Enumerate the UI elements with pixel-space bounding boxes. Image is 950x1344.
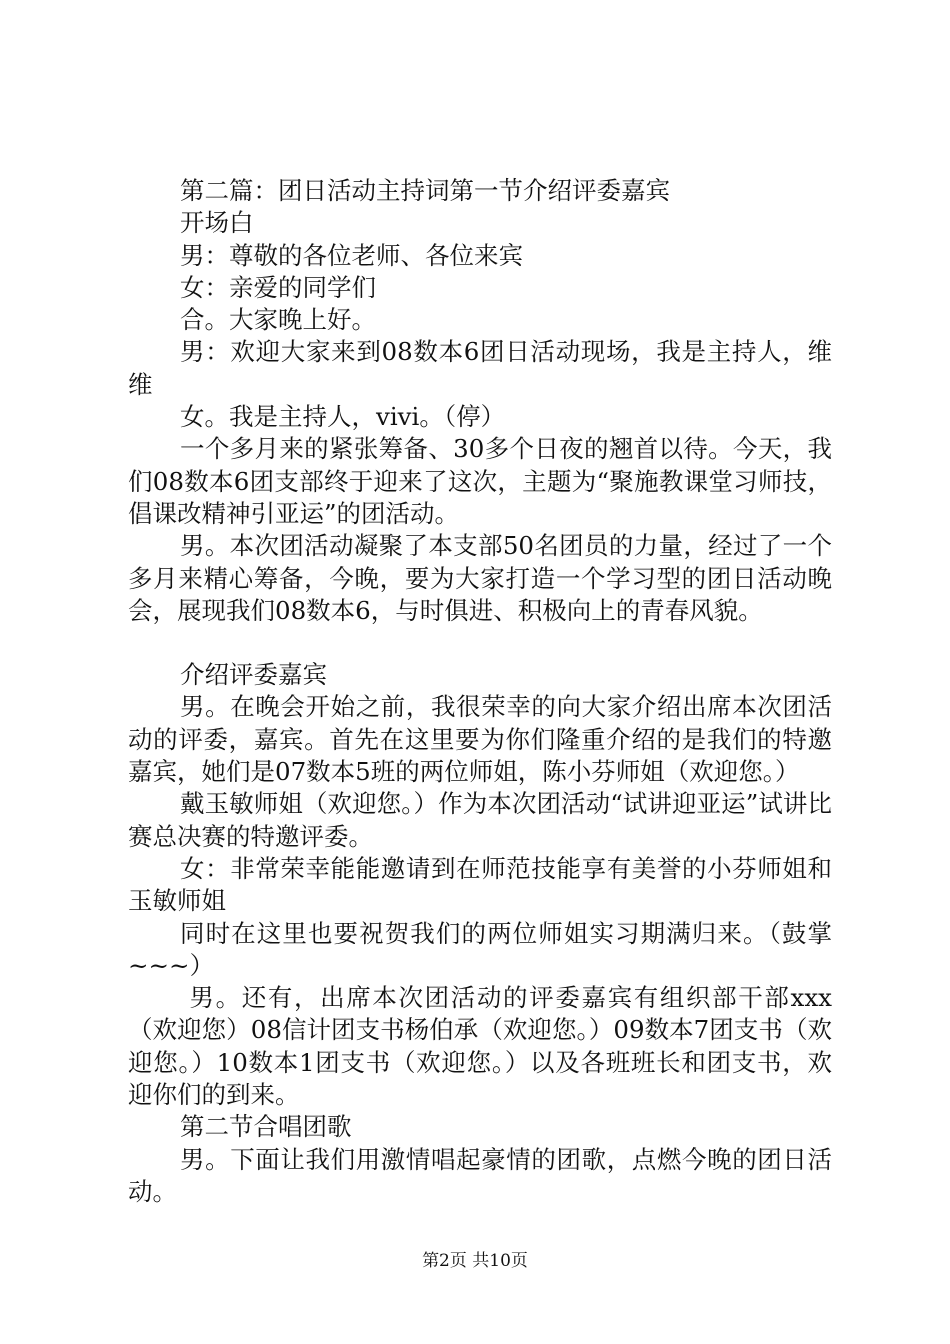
paragraph: 男：尊敬的各位老师、各位来宾 [180,240,523,270]
paragraph: 戴玉敏师姐（欢迎您。）作为本次团活动“试讲迎亚运”试讲比赛总决赛的特邀评委。 [128,789,832,851]
paragraph: 一个多月来的紧张筹备、30多个日夜的翘首以待。今天，我们08数本6团支部终于迎来了这次，主题为“聚施教课堂习师技，倡课改精神引亚运”的团活动。 [128,434,832,528]
paragraph: 同时在这里也要祝贺我们的两位师姐实习期满归来。（鼓掌~~~） [128,918,832,980]
paragraph: 开场白 [180,208,254,238]
section-title: 第二篇：团日活动主持词第一节介绍评委嘉宾 [180,176,670,205]
paragraph: 女：亲爱的同学们 [180,272,376,302]
paragraph: 男。本次团活动凝聚了本支部50名团员的力量，经过了一个多月来精心筹备，今晚，要为大家打造一个学习型的团日活动晚会，展现我们08数本6，与时俱进、积极向上的青春风貌。 [128,531,832,625]
paragraph: 男。下面让我们用激情唱起豪情的团歌，点燃今晚的团日活动。 [128,1144,832,1206]
section-heading: 第二节合唱团歌 [180,1112,352,1142]
paragraph: 男。还有，出席本次团活动的评委嘉宾有组织部干部xxx（欢迎您）08信计团支书杨伯承（欢迎您。）09数本7团支书（欢迎您。）10数本1团支书（欢迎您。）以及各班班长和团支书，欢迎你们的到来。 [128,983,833,1110]
paragraph: 男。在晚会开始之前，我很荣幸的向大家介绍出席本次团活动的评委，嘉宾。首先在这里要为你们隆重介绍的是我们的特邀嘉宾，她们是07数本5班的两位师姐，陈小芬师姐（欢迎您。） [128,692,832,787]
section-heading: 介绍评委嘉宾 [180,660,327,690]
paragraph: 合。大家晚上好。 [180,305,376,335]
paragraph: 女。我是主持人，vivi。（停） [180,402,506,432]
page-number-footer: 第2页 共10页 [422,1251,528,1271]
paragraph: 女：非常荣幸能能邀请到在师范技能享有美誉的小芬师姐和玉敏师姐 [128,853,832,916]
paragraph: 男：欢迎大家来到08数本6团日活动现场，我是主持人，维维 [128,337,832,399]
document-body [128,175,832,1208]
